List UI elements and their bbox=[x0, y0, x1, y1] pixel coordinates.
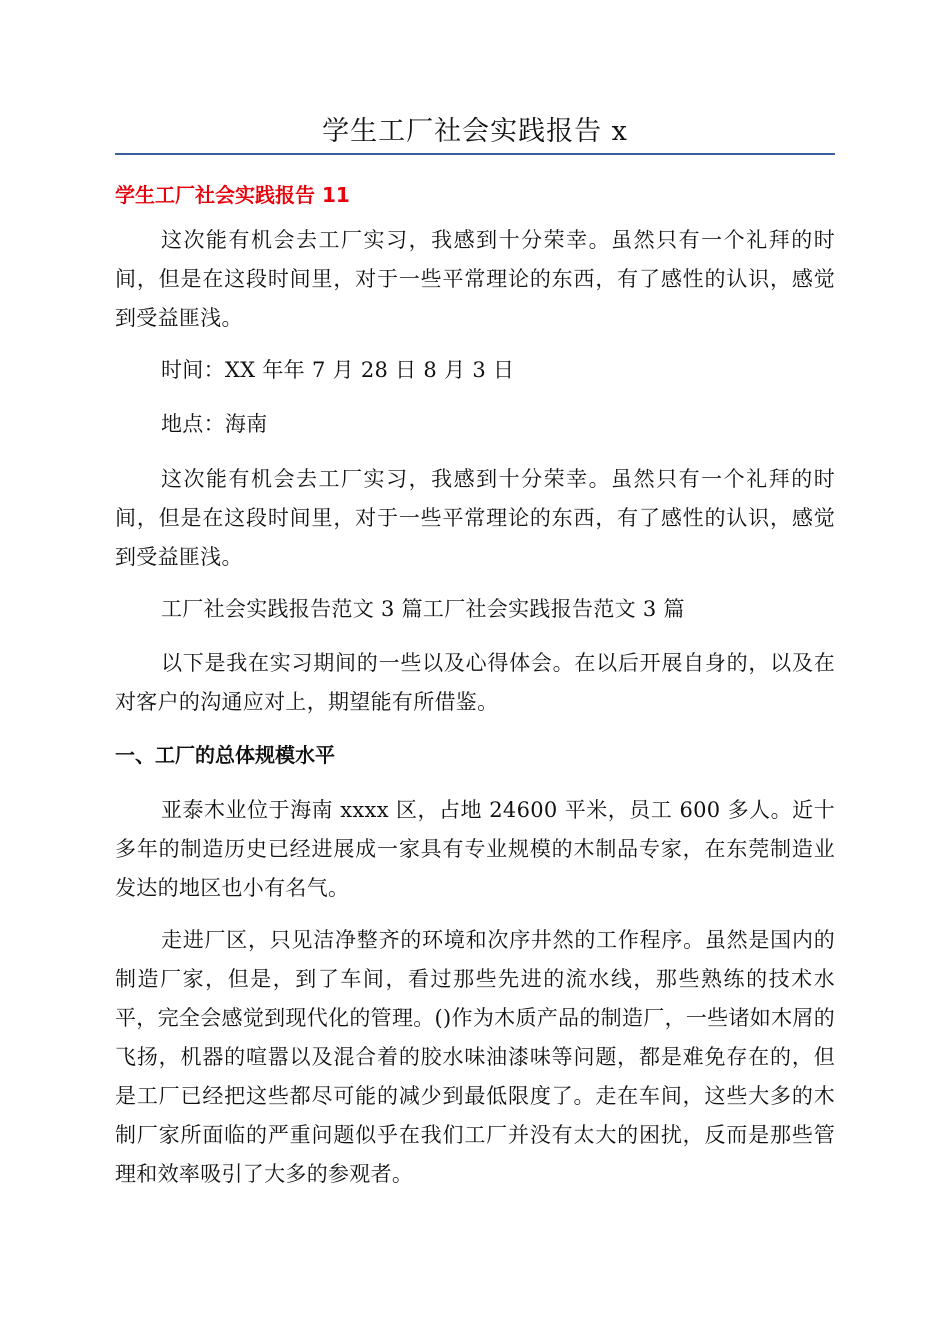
red-subheading: 学生工厂社会实践报告 11 bbox=[115, 183, 350, 207]
document-title: 学生工厂社会实践报告 x bbox=[322, 116, 628, 147]
paragraph-location: 地点：海南 bbox=[161, 412, 268, 436]
paragraph-preface: 以下是我在实习期间的一些以及心得体会。在以后开展自身的，以及在对客户的沟通应对上，期望能有所借鉴。 bbox=[115, 651, 835, 714]
paragraph-intro: 这次能有机会去工厂实习，我感到十分荣幸。虽然只有一个礼拜的时间，但是在这段时间里，对于一些平常理论的东西，有了感性的认识，感觉到受益匪浅。 bbox=[115, 228, 835, 330]
paragraph-intro-repeat: 这次能有机会去工厂实习，我感到十分荣幸。虽然只有一个礼拜的时间，但是在这段时间里，对于一些平常理论的东西，有了感性的认识，感觉到受益匪浅。 bbox=[115, 467, 835, 569]
paragraph-sample-title: 工厂社会实践报告范文 3 篇工厂社会实践报告范文 3 篇 bbox=[161, 597, 685, 621]
section-heading: 一、工厂的总体规模水平 bbox=[115, 743, 335, 767]
paragraph-factory-visit: 走进厂区，只见洁净整齐的环境和次序井然的工作程序。虽然是国内的制造厂家，但是，到了车间，看过那些先进的流水线，那些熟练的技术水平，完全会感觉到现代化的管理。()作为木质产品的制造厂，一些诸如木屑的飞扬，机器的喧嚣以及混合着的胶水味油漆味等问题，都是难免存在的，但是工厂已经把这些都尽可能的减少到最低限度了。走在车间，这些大多的木制厂家所面临的严重问题似乎在我们工厂并没有太大的困扰，反而是那些管理和效率吸引了大多的参观者。 bbox=[115, 928, 835, 1186]
paragraph-time: 时间：XX 年年 7 月 28 日 8 月 3 日 bbox=[161, 358, 515, 382]
paragraph-factory-overview: 亚泰木业位于海南 xxxx 区，占地 24600 平米，员工 600 多人。近十多年的制造历史已经进展成一家具有专业规模的木制品专家，在东莞制造业发达的地区也小有名气。 bbox=[115, 798, 835, 900]
title-underline bbox=[115, 153, 835, 155]
